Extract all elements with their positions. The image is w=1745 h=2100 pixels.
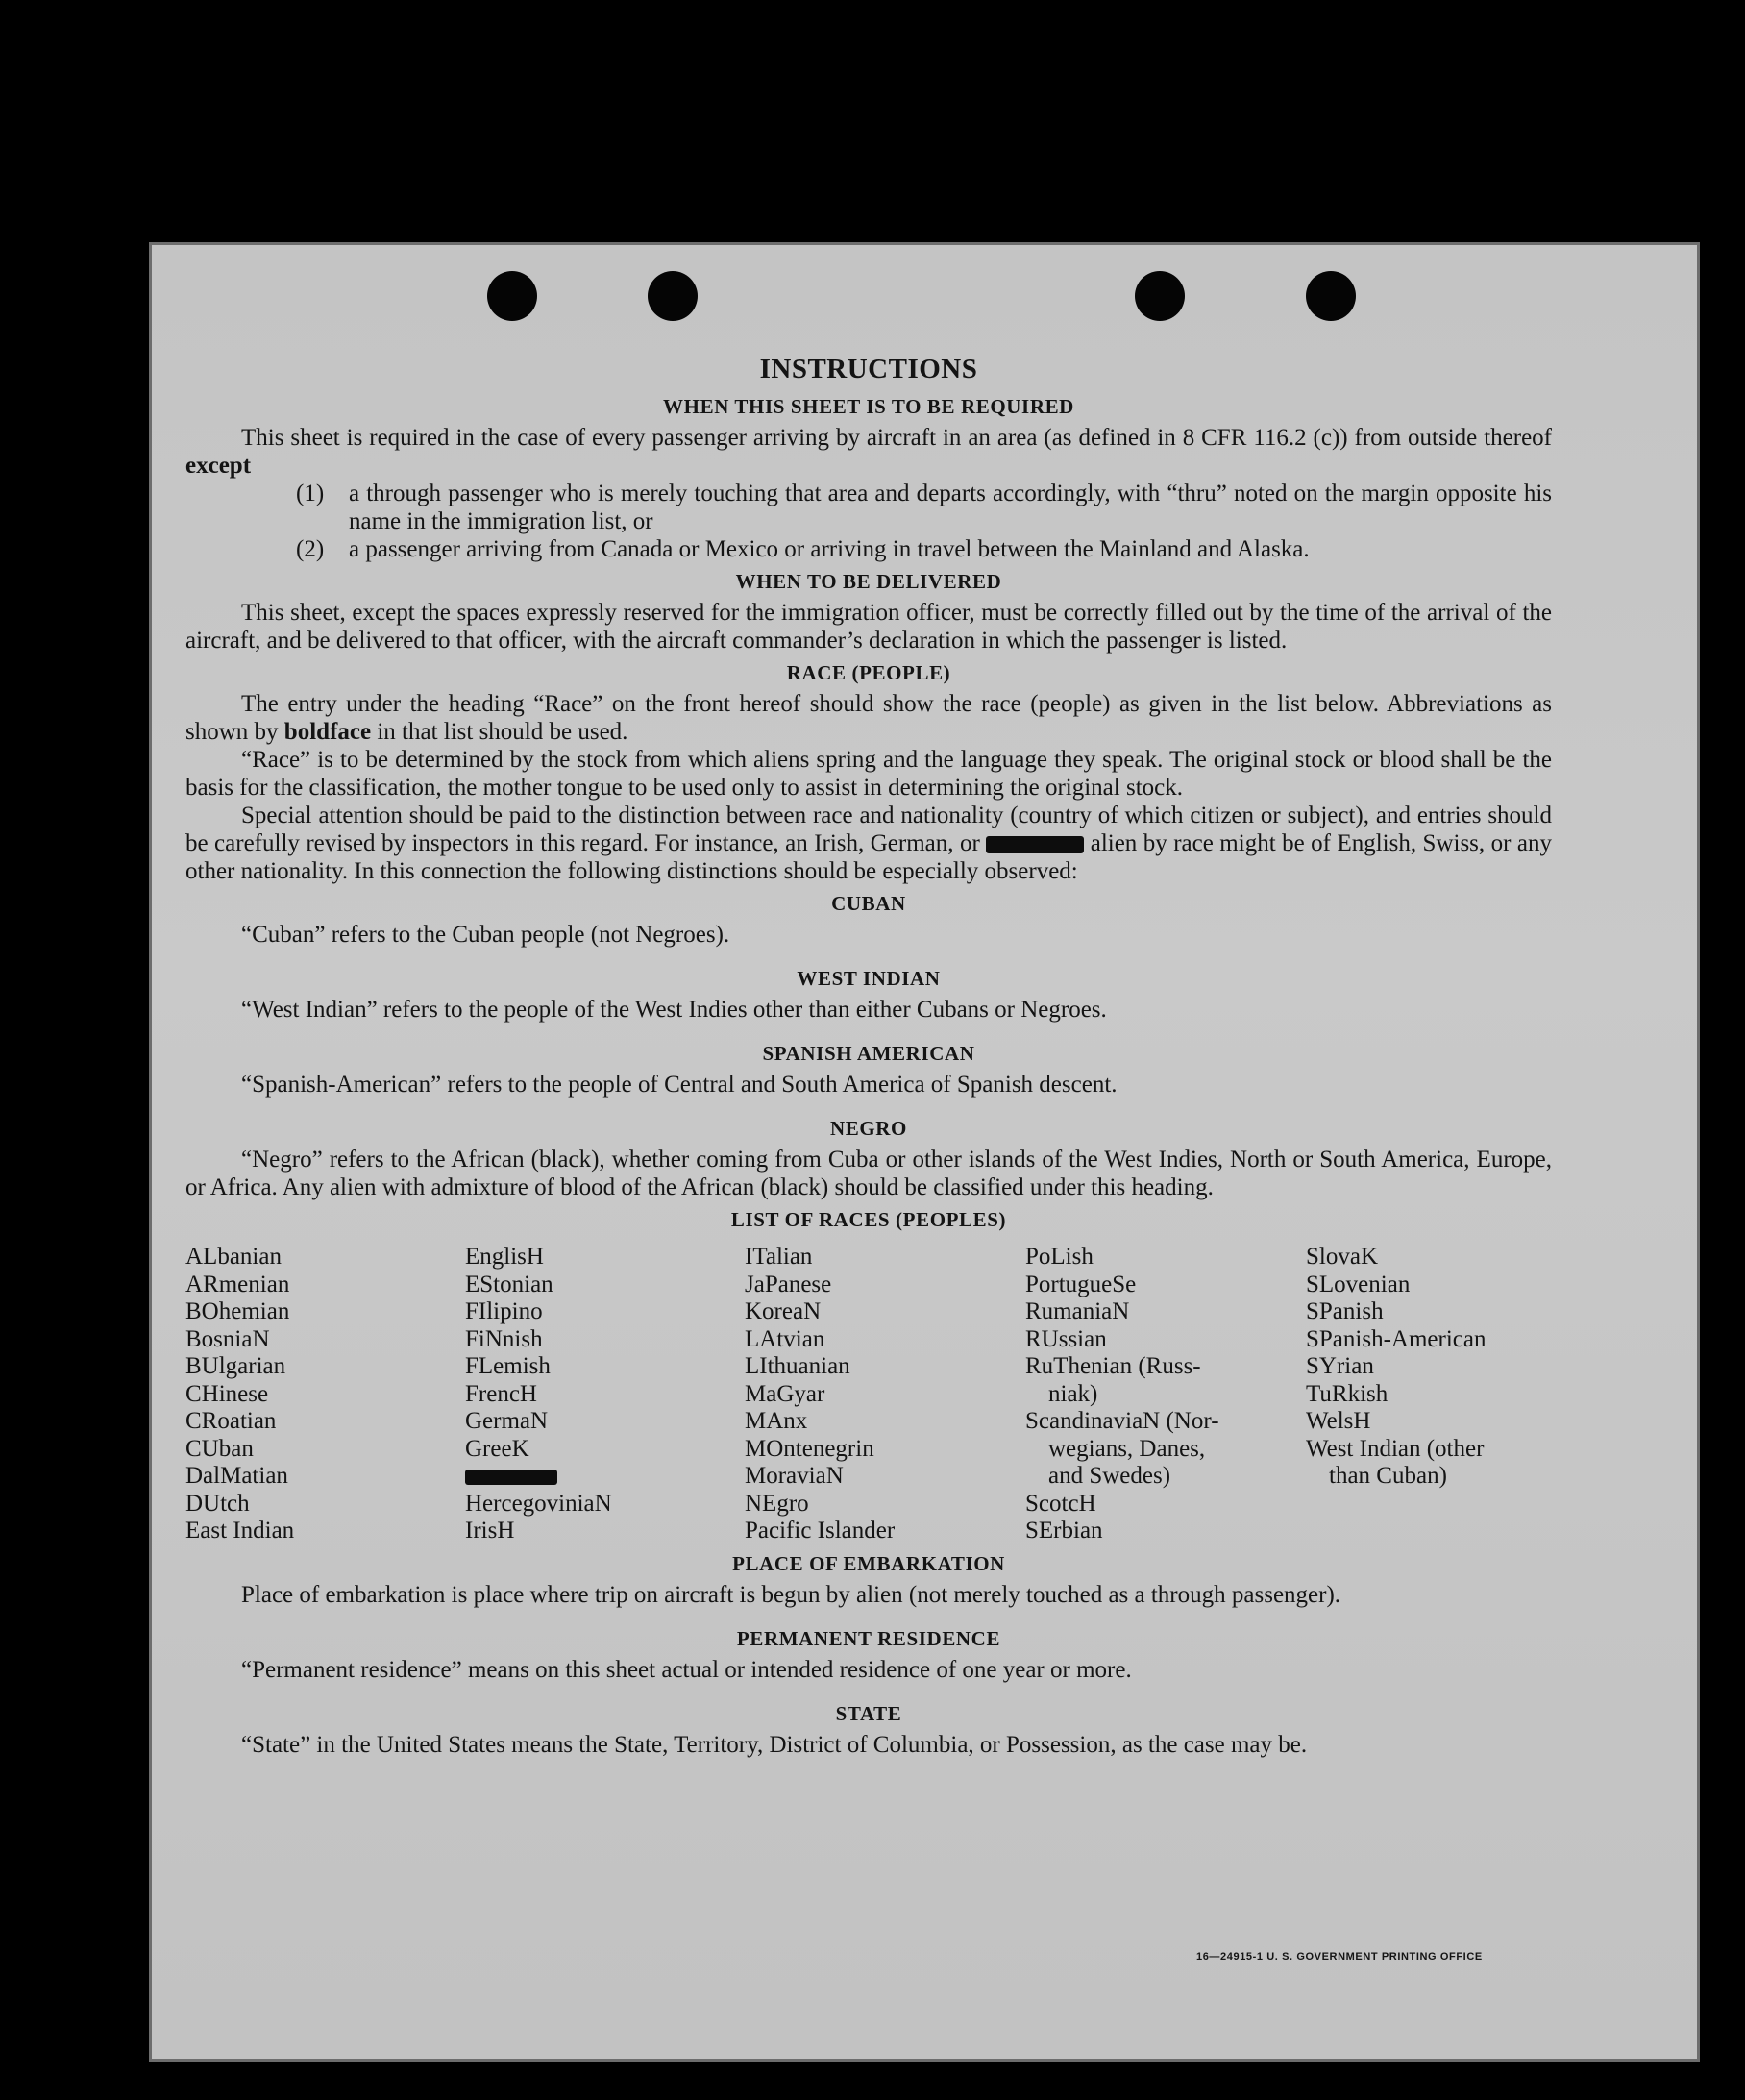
race-entry: DUtch bbox=[185, 1490, 250, 1517]
race-entry: Pacific Islander bbox=[745, 1518, 896, 1544]
exception-item-2 bbox=[296, 535, 1552, 563]
race-entry: FrencH bbox=[465, 1380, 537, 1407]
race-entry: ALbanian bbox=[185, 1244, 282, 1270]
spanish-american-text: “Spanish-American” refers to the people of Central and South America of Spanish descent. bbox=[241, 1072, 1118, 1098]
race-entry: ITalian bbox=[745, 1244, 813, 1270]
negro-text: “Negro” refers to the African (black), whether coming from Cuba or other islands of the West Indies, North or South America, Europe, or Africa. Any alien with admixture of blood of the African (black) should be classified under this heading. bbox=[185, 1147, 1552, 1200]
race-entry: MOntenegrin bbox=[745, 1435, 874, 1462]
race-entry: SlovaK bbox=[1306, 1244, 1378, 1270]
race-column-3 bbox=[745, 1244, 1025, 1545]
race-entry: IrisH bbox=[465, 1518, 515, 1544]
race-entry: JaPanese bbox=[745, 1271, 832, 1297]
race-column-2 bbox=[465, 1244, 745, 1545]
exception-item-1 bbox=[296, 480, 1552, 535]
race-entry: BOhemian bbox=[185, 1298, 290, 1324]
race-entry: HercegoviniaN bbox=[465, 1490, 612, 1517]
except-bold: except bbox=[185, 453, 252, 479]
race-entry: CRoatian bbox=[185, 1408, 277, 1434]
section-heading-embarkation: PLACE OF EMBARKATION bbox=[732, 1551, 1005, 1575]
redaction-mark bbox=[465, 1470, 557, 1485]
race-entry: West Indian (other bbox=[1306, 1435, 1485, 1462]
item-text: a through passenger who is merely touching that area and departs accordingly, with “thru” noted on the margin opposite his name in the immigration list, or bbox=[349, 481, 1552, 534]
race-entry-continuation: and Swedes) bbox=[1048, 1463, 1171, 1489]
redaction-mark bbox=[986, 836, 1084, 853]
race-entry: EStonian bbox=[465, 1271, 553, 1297]
section-heading-required: WHEN THIS SHEET IS TO BE REQUIRED bbox=[663, 395, 1074, 418]
race-entry: GermaN bbox=[465, 1408, 549, 1434]
race-entry: CUban bbox=[185, 1435, 254, 1462]
race-entry: GreeK bbox=[465, 1435, 529, 1462]
race-entry: RUssian bbox=[1025, 1325, 1107, 1352]
boldface-word: boldface bbox=[283, 719, 372, 745]
race-column-4 bbox=[1025, 1244, 1306, 1545]
section-heading-spanish-american: SPANISH AMERICAN bbox=[762, 1042, 975, 1065]
race-entry: LAtvian bbox=[745, 1325, 825, 1352]
race-entry: SYrian bbox=[1306, 1353, 1374, 1379]
race-entry: TuRkish bbox=[1306, 1380, 1389, 1407]
race-entry: MAnx bbox=[745, 1408, 808, 1434]
race-p1-text-end: in that list should be used. bbox=[371, 719, 628, 745]
embarkation-text: Place of embarkation is place where trip on aircraft is begun by alien (not merely touched as a through passenger). bbox=[241, 1581, 1341, 1608]
race-entry: FiNnish bbox=[465, 1325, 543, 1352]
race-entry: FIlipino bbox=[465, 1298, 543, 1324]
race-entry: BosniaN bbox=[185, 1325, 270, 1352]
race-entry: FLemish bbox=[465, 1353, 551, 1379]
race-entry: BUlgarian bbox=[185, 1353, 286, 1379]
race-entry: PoLish bbox=[1025, 1244, 1094, 1270]
instructions-content bbox=[185, 356, 1552, 1759]
document-sheet bbox=[149, 242, 1700, 2062]
race-entry-continuation: than Cuban) bbox=[1329, 1463, 1447, 1489]
state-text: “State” in the United States means the State, Territory, District of Columbia, or Possession, as the case may be. bbox=[241, 1731, 1308, 1758]
race-entry: NEgro bbox=[745, 1490, 809, 1517]
race-column-1 bbox=[185, 1244, 465, 1545]
punch-hole bbox=[648, 271, 698, 321]
race-column-5 bbox=[1306, 1244, 1552, 1545]
punch-hole bbox=[487, 271, 537, 321]
race-entry: ScotcH bbox=[1025, 1490, 1096, 1517]
race-entry: PortugueSe bbox=[1025, 1271, 1137, 1297]
section-heading-residence: PERMANENT RESIDENCE bbox=[736, 1626, 1001, 1650]
section-heading-delivered: WHEN TO BE DELIVERED bbox=[735, 570, 1002, 593]
section-heading-negro: NEGRO bbox=[829, 1117, 907, 1140]
required-intro bbox=[185, 424, 1552, 480]
race-entry: RuThenian (Russ- bbox=[1025, 1353, 1201, 1379]
item-number: (1) bbox=[296, 481, 325, 506]
race-entry: WelsH bbox=[1306, 1408, 1371, 1434]
race-entry: EnglisH bbox=[465, 1244, 544, 1270]
required-intro-text: This sheet is required in the case of every passenger arriving by aircraft in an area (as defined in 8 CFR 116.2 (c)) from outside thereof bbox=[241, 425, 1552, 451]
race-entry: CHinese bbox=[185, 1380, 269, 1407]
printing-office-footer: 16—24915-1 U. S. GOVERNMENT PRINTING OFFICE bbox=[1196, 1951, 1483, 1963]
race-entry: LIthuanian bbox=[745, 1353, 850, 1379]
race-entry: SErbian bbox=[1025, 1518, 1103, 1544]
item-number: (2) bbox=[296, 536, 325, 562]
race-paragraph-3 bbox=[185, 802, 1552, 885]
punch-hole bbox=[1306, 271, 1356, 321]
race-entry: MoraviaN bbox=[745, 1463, 844, 1489]
race-entry-continuation: wegians, Danes, bbox=[1048, 1435, 1206, 1462]
race-paragraph-2: “Race” is to be determined by the stock from which aliens spring and the language they speak. The original stock or blood shall be the basis for the classification, the mother tongue to be used only to assist in determining the original stock. bbox=[185, 747, 1552, 801]
race-entry: East Indian bbox=[185, 1518, 295, 1544]
race-entry: DalMatian bbox=[185, 1463, 288, 1489]
race-p1-text: The entry under the heading “Race” on the front hereof should show the race (people) as given in the list below. Abbreviations as shown by bbox=[185, 691, 1552, 745]
section-heading-race: RACE (PEOPLE) bbox=[786, 661, 951, 684]
race-entry: ARmenian bbox=[185, 1271, 290, 1297]
section-heading-cuban: CUBAN bbox=[831, 892, 906, 915]
residence-text: “Permanent residence” means on this sheet actual or intended residence of one year or more. bbox=[241, 1656, 1132, 1683]
page-title: INSTRUCTIONS bbox=[759, 354, 978, 384]
redacted-entry bbox=[465, 1463, 745, 1491]
race-entry: SLovenian bbox=[1306, 1271, 1411, 1297]
race-list bbox=[185, 1244, 1552, 1545]
race-entry: SPanish-American bbox=[1306, 1325, 1487, 1352]
race-entry-continuation: niak) bbox=[1048, 1380, 1098, 1407]
race-p3-text: Special attention should be paid to the distinction between race and nationality (country of which citizen or subject), and entries should be carefully revised by inspectors in this regard. For instance, an Irish, German, or bbox=[185, 803, 1552, 856]
race-entry: SPanish bbox=[1306, 1298, 1384, 1324]
west-indian-text: “West Indian” refers to the people of the West Indies other than either Cubans or Negroes. bbox=[241, 997, 1107, 1023]
item-text: a passenger arriving from Canada or Mexico or arriving in travel between the Mainland and Alaska. bbox=[349, 536, 1310, 562]
race-paragraph-1 bbox=[185, 690, 1552, 746]
punch-hole bbox=[1135, 271, 1185, 321]
section-heading-state: STATE bbox=[835, 1701, 902, 1725]
race-entry: ScandinaviaN (Nor- bbox=[1025, 1408, 1219, 1434]
race-entry: RumaniaN bbox=[1025, 1298, 1130, 1324]
cuban-text: “Cuban” refers to the Cuban people (not Negroes). bbox=[241, 922, 730, 948]
race-entry: MaGyar bbox=[745, 1380, 825, 1407]
race-entry: KoreaN bbox=[745, 1298, 822, 1324]
section-heading-list: LIST OF RACES (PEOPLES) bbox=[730, 1208, 1007, 1231]
race-p3-text-end: alien by race might be of English, Swiss, or any other nationality. In this connection the following distinctions should be especially observed: bbox=[185, 830, 1552, 884]
section-heading-west-indian: WEST INDIAN bbox=[797, 967, 941, 990]
delivered-text: This sheet, except the spaces expressly reserved for the immigration officer, must be correctly filled out by the time of the arrival of the aircraft, and be delivered to that officer, with the aircraft commander’s declaration in which the passenger is listed. bbox=[185, 600, 1552, 654]
